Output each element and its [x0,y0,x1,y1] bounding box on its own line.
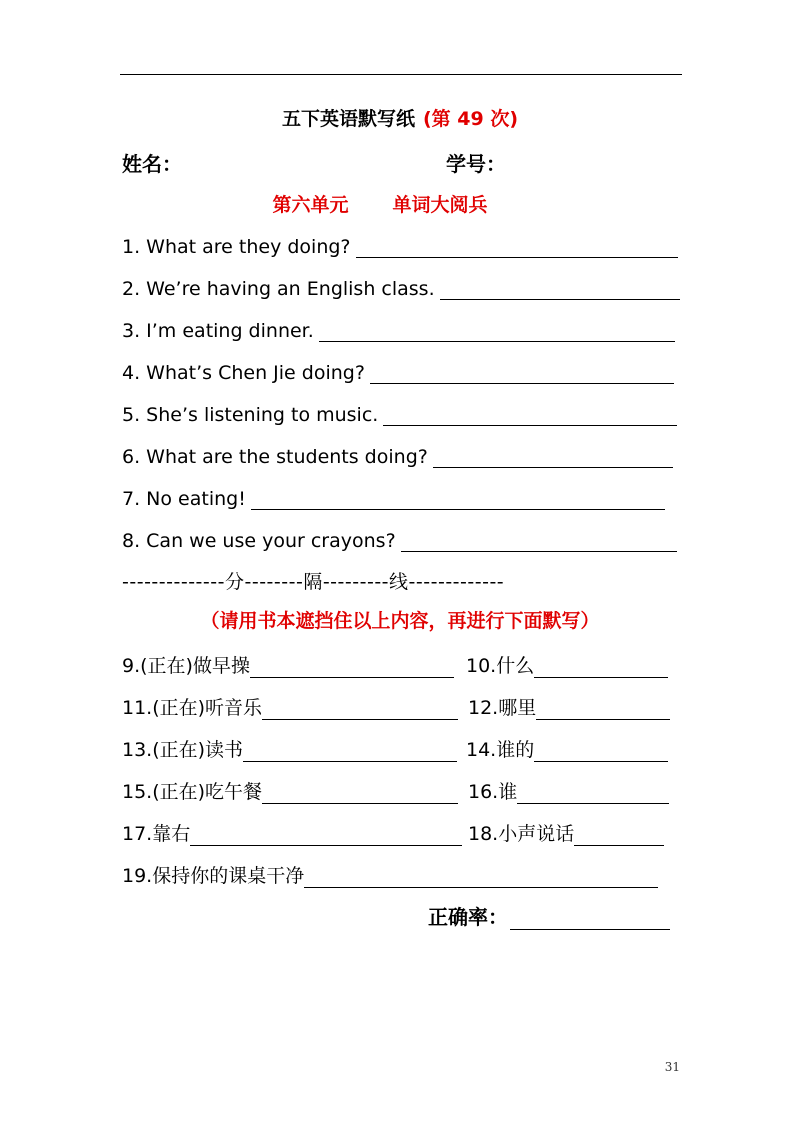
answer-line[interactable] [250,655,454,678]
test-number: (第 49 次) [422,108,519,130]
vocab-text: 15.(正在)吃午餐 [122,781,263,803]
cover-instruction: （请用书本遮挡住以上内容，再进行下面默写） [200,610,600,632]
vocab-text: 10.什么 [466,655,535,677]
vocab-text: 19.保持你的课桌干净 [122,865,305,887]
vocab-text: 16.谁 [468,781,518,803]
vocab-text: 12.哪里 [468,697,537,719]
accuracy-field [428,902,670,930]
answer-line[interactable] [262,781,458,804]
answer-line[interactable] [534,655,668,678]
answer-line[interactable] [190,823,462,846]
answer-line[interactable] [517,781,669,804]
top-rule [120,74,682,75]
sentence-row [122,400,677,426]
vocab-item [468,778,669,804]
sentence-row [122,526,677,552]
sentence-row [122,484,665,510]
unit-label: 第六单元 [272,194,349,216]
vocab-item [122,778,458,804]
vocab-text: 18.小声说话 [468,823,575,845]
vocab-item [122,694,458,720]
answer-line[interactable] [370,361,674,384]
page-number: 31 [664,1060,680,1074]
answer-line[interactable] [440,277,680,300]
answer-line[interactable] [401,529,677,552]
sentence-text: 5. She’s listening to music. [122,404,379,426]
accuracy-label: 正确率： [428,905,508,929]
vocab-text: 9.(正在)做早操 [122,655,250,677]
sentence-row [122,442,673,468]
sentence-row [122,358,674,384]
sentence-text: 2. We’re having an English class. [122,278,435,300]
vocab-text: 13.(正在)读书 [122,739,244,761]
sentence-text: 4. What’s Chen Jie doing? [122,362,365,384]
answer-line[interactable] [536,697,670,720]
vocab-item [466,652,668,678]
vocab-item [466,736,668,762]
cut-divider: --------------分--------隔---------线------------- [122,571,505,593]
sentence-text: 6. What are the students doing? [122,446,428,468]
vocab-text: 17.靠右 [122,823,191,845]
answer-line[interactable] [574,823,664,846]
accuracy-line[interactable] [510,907,670,930]
vocab-text: 14.谁的 [466,739,535,761]
answer-line[interactable] [319,319,675,342]
sentence-row [122,232,678,258]
answer-line[interactable] [262,697,458,720]
sentence-text: 1. What are they doing? [122,236,351,258]
answer-line[interactable] [251,487,665,510]
vocab-item [122,736,457,762]
answer-line[interactable] [433,445,673,468]
sentence-row [122,316,675,342]
vocab-item [122,820,462,846]
vocab-text: 11.(正在)听音乐 [122,697,263,719]
sentence-text: 7. No eating! [122,488,246,510]
vocab-item [468,694,670,720]
sentence-text: 8. Can we use your crayons? [122,530,396,552]
section-subtitle [0,190,760,217]
answer-line[interactable] [304,865,658,888]
vocab-item [122,652,454,678]
vocab-item [122,862,658,888]
title-text: 五下英语默写纸 [281,108,415,130]
answer-line[interactable] [534,739,668,762]
name-label: 姓名： [122,152,182,176]
sentence-row [122,274,680,300]
answer-line[interactable] [243,739,457,762]
vocab-item [468,820,664,846]
student-id-label: 学号： [446,152,506,176]
answer-line[interactable] [383,403,677,426]
worksheet-title [0,104,800,131]
section-label: 单词大阅兵 [392,194,488,216]
answer-line[interactable] [356,235,678,258]
sentence-text: 3. I’m eating dinner. [122,320,314,342]
